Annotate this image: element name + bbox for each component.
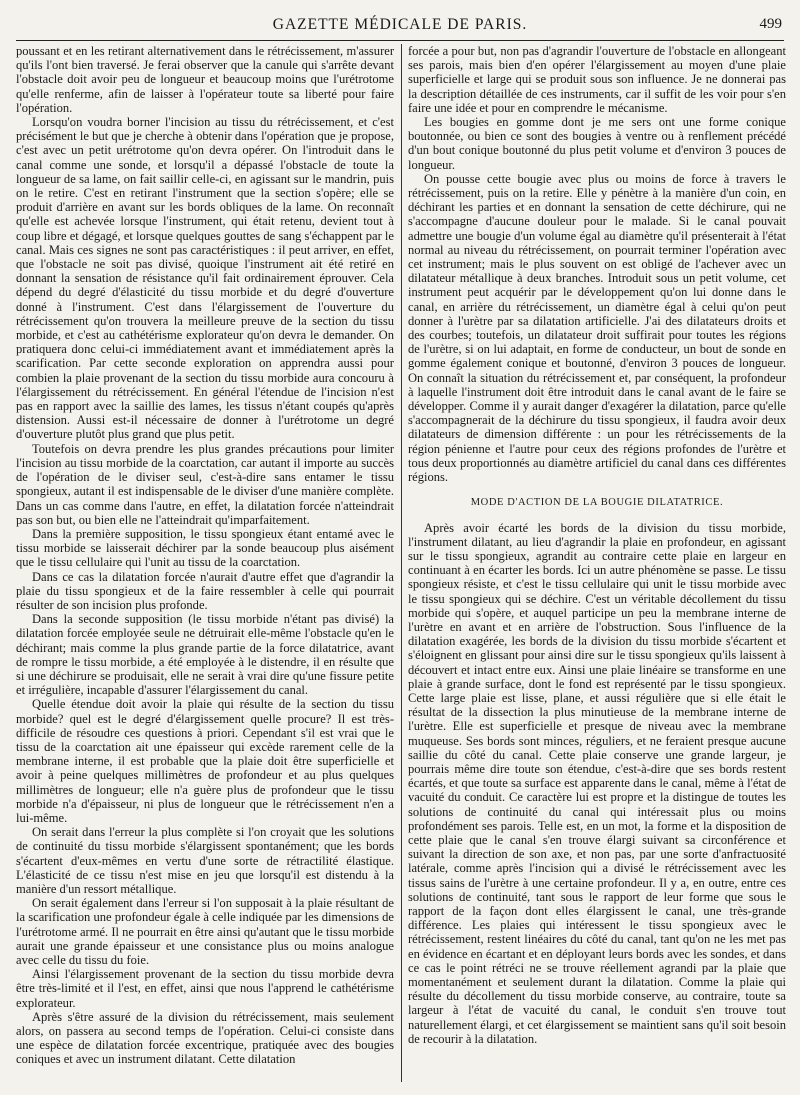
- paragraph: On pousse cette bougie avec plus ou moins de force à travers le rétrécissement, puis on la retire. Elle y pénètre à la manière d'un coin, en déchirant les parties et en donnant la sensation de cette déchirure, qui ne s'accompagne d'aucune douleur pour le malade. Si le canal pouvait admettre une bougie d'un volume égal au diamètre qu'il présenterait à l'état normal au niveau du rétrécissement, on pourrait terminer l'opération avec cet instrument; mais le plus souvent on est obligé de l'achever avec un dilatateur métallique à deux branches. Introduit sous un petit volume, cet instrument peut acquérir par le développement qu'on lui donne dans le canal, en arrière du rétrécissement, un diamètre égal à celui qu'on peut donner à l'urètre par sa dilatation artificielle. J'ai des dilatateurs droits et des courbes; toutefois, un dilatateur droit suffirait pour toutes les régions de l'urètre, si on lui adaptait, en forme de conducteur, un bout de sonde en gomme également conique et boutonné, d'environ 3 pouces de longueur. On connaît la situation du rétrécissement et, par conséquent, la profondeur à laquelle l'instrument doit être introduit dans le canal avant de le faire se développer. Comme il y aurait danger d'exagérer la dilatation, parce qu'elle s'accompagnerait de la déchirure du tissu spongieux, il faudra avoir deux dilatateurs de dimension différente : un pour les rétrécissements de la région pénienne et l'autre pour ceux des régions profondes de l'urètre et tous deux proportionnés au diamètre artificiel du canal dans ces différentes régions.: [408, 171, 786, 485]
- paragraph: Dans la seconde supposition (le tissu morbide n'étant pas divisé) la dilatation forcée employée seule ne détruirait elle-même l'obstacle qu'en le déchirant; mais comme la plus grande partie de la force dilatatrice, avant de rompre le tissu morbide, a été employée à le distendre, il en résulte que si une déchirure se produisait, elle ne serait à vrai dire qu'une fissure petite et irrégulière, incapable d'assurer l'élargissement du canal.: [16, 612, 394, 698]
- column-rule: [401, 44, 402, 1082]
- paragraph: On serait dans l'erreur la plus complète si l'on croyait que les solutions de continuité du tissu morbide s'élargissent spontanément; que les bords s'écartent d'eux-mêmes en vertu d'une sorte de rétractilité élastique. L'élasticité de ce tissu n'est mise en jeu que lorsqu'il est distendu à la manière d'un ressort métallique.: [16, 825, 394, 896]
- paragraph: Quelle étendue doit avoir la plaie qui résulte de la section du tissu morbide? quel est le degré d'élargissement quelle procure? Il est très-difficile de résoudre ces questions à priori. Cependant s'il est vrai que le tissu de la coarctation ait une épaisseur qui excède rarement celle de la membrane interne, il est probable que la plaie doit être superficielle et avoir à peine quelques millimètres de profondeur et au plus quelques millimètres de longueur; elle n'a guère plus de profondeur que le tissu morbide n'a d'épaisseur, ni plus de longueur que le rétrécissement n'en a lui-même.: [16, 697, 394, 825]
- page-number: 499: [759, 16, 782, 32]
- paragraph: Ainsi l'élargissement provenant de la section du tissu morbide devra être très-limité et il l'est, en effet, ainsi que nous l'apprend le cathétérisme explorateur.: [16, 967, 394, 1010]
- paragraph: Après s'être assuré de la division du rétrécissement, mais seulement alors, on passera au second temps de l'opération. Celui-ci consiste dans une espèce de dilatation forcée excentrique, pratiquée avec des bougies coniques et avec un instrument dilatant. Cette dilatation: [16, 1009, 394, 1067]
- paragraph: Après avoir écarté les bords de la division du tissu morbide, l'instrument dilatant, au lieu d'agrandir la plaie en profondeur, en agissant sur le tissu spongieux, agrandit au contraire cette plaie en largeur en continuant à en écarter les bords. Ici un autre phénomène se passe. Le tissu spongieux résiste, et c'est le tissu cellulaire qui unit le tissu morbide avec le tissu spongieux qui se déchire. C'est un véritable décollement du tissu morbide qui s'opère, et auquel participe un peu la membrane interne de l'urètre en avant et en arrière de l'obstruction. Sous l'influence de la dilatation exagérée, les bords de la division du tissu morbide s'écartent et s'éloignent en glissant pour ainsi dire sur le tissu spongieux qu'ils laissent à découvert et intact entre eux. Ainsi une plaie linéaire se transforme en une plaie à grande surface, dont le fond est représenté par le tissu spongieux. Cette large plaie est lisse, plane, et aussi régulière que si elle était le résultat de la dissection la plus minutieuse de la membrane interne de l'urètre. Elle est superficielle et presque de niveau avec la membrane muqueuse. Ses bords sont minces, réguliers, et ne feraient presque aucune saillie du côté du canal. Cette plaie conserve une grande largeur, je pourrais même dire toute son étendue, c'est-à-dire que ses bords restent écartés, et que toute sa surface est apparente dans le canal, même à l'état de vacuité du conduit. Ce caractère lui est propre et la distingue de toutes les solutions de continuité du canal qui intéressait plus ou moins profondément ses parois. Telle est, en un mot, la forme et la disposition de cette plaie que le canal s'en trouve élargi suivant sa circonférence et suivant la direction de son axe, et non pas, par une sorte d'anfractuosité latérale, comme après l'incision qui a divisé le rétrécissement avec les tissus sains de l'urètre à une certaine profondeur. Il y a, en outre, entre ces solutions de continuité, tant sous le rapport de leur forme que sous le rapport de la façon dont elles élargissent le canal, une très-grande différence. Les plaies qui intéressent le tissu spongieux avec le rétrécissement, restent linéaires du côté du canal, tant qu'on ne les met pas en évidence en écartant et en déployant leurs bords avec les sondes, et dans ce cas le point rétréci ne se trouve réellement agrandi par la plaie que momentanément et seulement durant la dilatation. Comme la plaie qui résulte du décollement du tissu morbide conserve, au contraire, toute sa largeur à l'état de vacuité du canal, le conduit s'en trouve tout naturellement élargi, et cet élargissement se maintient sans qu'il soit besoin de recourir à la dilatation.: [408, 520, 786, 1046]
- paragraph: Les bougies en gomme dont je me sers ont une forme conique boutonnée, ou bien ce sont des bougies à ventre ou à renflement précédé d'un bout conique boutonné du plus petit volume et d'environ 3 pouces de longueur.: [408, 115, 786, 172]
- paragraph: Toutefois on devra prendre les plus grandes précautions pour limiter l'incision au tissu morbide de la coarctation, car autant il importe au succès de l'opération de le diviser seul, c'est-à-dire sans entamer le tissu spongieux, autant il est indispensable de le diviser d'une manière complète. Dans un cas comme dans l'autre, en effet, la dilatation forcée n'atteindrait pas son but, ou bien elle ne l'atteindrait qu'imparfaitement.: [16, 441, 394, 527]
- paragraph: poussant et en les retirant alternativement dans le rétrécissement, m'assurer qu'ils l'ont bien traversé. Je ferai observer que la canule qui s'arrête devant l'obstacle doit avoir peu de longueur et beaucoup moins que l'urétrotome qu'elle renferme, afin de laisser à l'opérateur toute sa liberté pour faire l'opération.: [16, 44, 394, 115]
- paragraph: forcée a pour but, non pas d'agrandir l'ouverture de l'obstacle en allongeant ses parois, mais bien d'en opérer l'élargissement au moyen d'une plaie superficielle et large qui se produit sous son influence. Je ne donnerai pas la description détaillée de ces instruments, car il suffit de les voir pour s'en faire une idée et pour en comprendre le mécanisme.: [408, 44, 786, 115]
- paragraph: Dans la première supposition, le tissu spongieux étant entamé avec le tissu morbide se laisserait déchirer par la sonde beaucoup plus aisément que le tissu cellulaire qui l'unit au tissu de la coarctation.: [16, 526, 394, 570]
- paragraph: On serait également dans l'erreur si l'on supposait à la plaie résultant de la scarification une profondeur égale à celle indiquée par les dimensions de l'urétrotome armé. Il ne pourrait en être ainsi qu'autant que le tissu morbide aurait une grande épaisseur et une consistance plus ou moins analogue avec celle du tissu du foie.: [16, 896, 394, 967]
- paragraph: Lorsqu'on voudra borner l'incision au tissu du rétrécissement, et c'est précisément le but que je cherche à obtenir dans l'opération que je propose, c'est avec un petit urétrotome qu'on devra opérer. On l'introduit dans le canal comme une sonde, et lorsqu'il a dépassé l'obstacle de toute la longueur de sa lame, on fait saillir celle-ci, en agissant sur le mandrin, puis on le retire. C'est en retirant l'instrument que la section s'opère; elle se produit d'arrière en avant sur les bords obliques de la lame. On reconnaît qu'elle est achevée lorsque l'instrument, qui était retenu, devient tout à coup libre et dégagé, et lorsque quelques gouttes de sang s'échappent par le canal. Mais ces signes ne sont pas caractéristiques : il peut arriver, en effet, que l'obstacle ne soit pas divisé, quoique l'instrument ait été retiré en donnant la sensation de résistance qu'il fait ordinairement éprouver. Cela dépend du degré d'élasticité du tissu morbide et du degré d'ouverture donné à l'instrument. C'est dans l'élargissement de l'ouverture du rétrécissement qu'on trouvera la meilleure preuve de la section du tissu morbide, et c'est au cathétérisme explorateur qu'on devra le demander. On pratiquera donc celui-ci immédiatement avant et immédiatement après la scarification. Par cette seconde exploration on apprendra aussi pour combien la plaie provenant de la section du tissu morbide aura concouru à l'élargissement du rétrécissement. En général l'étendue de l'incision n'est pas en rapport avec la saillie des lames, les tissus n'étant coupés qu'après distension. Aussi est-il nécessaire de donner à l'urétrotome un degré d'ouverture plutôt plus grand que plus petit.: [16, 115, 394, 442]
- section-title: MODE D'ACTION DE LA BOUGIE DILATATRICE.: [470, 497, 724, 509]
- paragraph: Dans ce cas la dilatation forcée n'aurait d'autre effet que d'agrandir la plaie du tissu spongieux et de la faire ressembler à celle qui pourrait résulter de son incision plus profonde.: [16, 569, 394, 612]
- running-head: GAZETTE MÉDICALE DE PARIS.: [272, 16, 528, 33]
- left-column: [16, 44, 394, 1084]
- right-column: [408, 44, 786, 1084]
- page-header: [16, 10, 784, 41]
